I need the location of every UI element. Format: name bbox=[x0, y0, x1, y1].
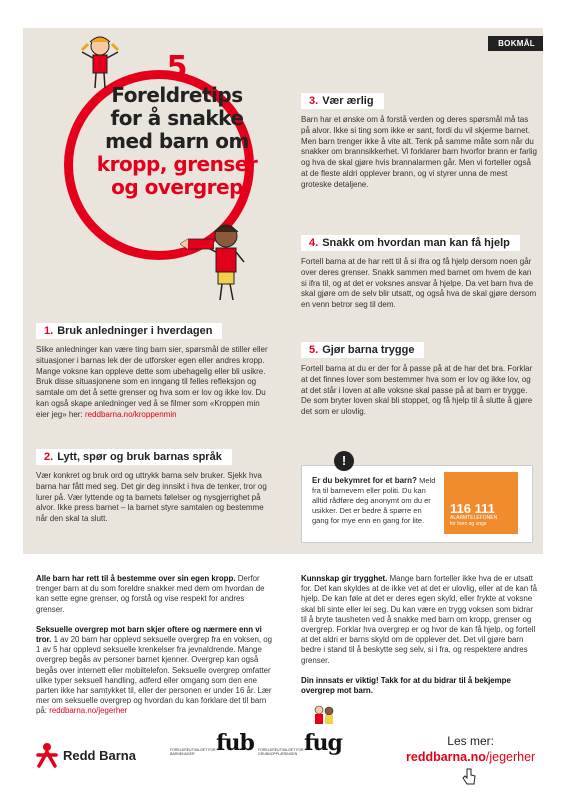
read-more-link[interactable]: reddbarna.no/jegerher bbox=[406, 750, 536, 764]
read-more-label: Les mer: bbox=[447, 734, 494, 748]
redd-barna-logo: Redd Barna bbox=[36, 742, 136, 768]
jegerher-link[interactable]: reddbarna.no/jegerher bbox=[49, 706, 128, 716]
hero-line-red: kropp, grenser bbox=[96, 152, 258, 176]
tip-section-2 bbox=[36, 447, 272, 525]
tip-section-3 bbox=[301, 91, 537, 191]
exclamation-icon: ! bbox=[334, 451, 354, 471]
paragraph: Alle barn har rett til å bestemme over sin egen kropp. Derfor trenger barn at du som foreldre snakker med dem om hvordan de kan sette egne grenser, og forstå og vise respekt for andres grenser. bbox=[36, 574, 265, 614]
tip-body: Fortell barna at de har rett til å si ifra og få hjelp dersom noen går over deres grenser. Snakk sammen med barnet om hvem de kan si ifra til, og at det er voksnes ansvar å hjelpe. Da vet barn hva de skal gjøre om de selv blir utsatt, og også hva de skal gjøre dersom en venn betror seg til dem. bbox=[301, 257, 537, 310]
hero-line-red: og overgrep bbox=[111, 175, 243, 199]
hand-cursor-icon bbox=[462, 768, 476, 786]
helpline-card bbox=[444, 472, 518, 534]
kids-illustration-icon bbox=[312, 704, 336, 728]
tip-title: 2. Lytt, spør og bruk barnas språk bbox=[36, 449, 232, 465]
info-title: Er du bekymret for et barn? Meld fra til barnevern eller politi. Du kan alltid rådføre deg anonymt om du er usikker. Det er bedre å spørre en gang for mye enn en gang for lite. bbox=[312, 476, 436, 525]
hero-line: for å snakke bbox=[110, 106, 244, 130]
paragraph: Seksuelle overgrep mot barn skjer oftere og nærmere enn vi tror. 1 av 20 barn har opplevd seksuelle overgrep fra en voksen, og 1 av 5 har opplevd seksuelle krenkelser fra jevnaldrende. Mange overgrep begås av personer barnet kjenner. Overgrep kan også begås over internett eller mobiltelefon. Seksuelle overgrep omfatter ulike typer seksuell handling, adferd eller omgang som den ene parten ikke har samtykket til, eller der personen er under 16 år. Lær mer om seksuelle overgrep og hvordan du kan forklare det til barn på: reddbarna.no/jegerher bbox=[36, 624, 273, 716]
helpline-number: 116 111 bbox=[450, 501, 495, 516]
hero-line: Foreldretips bbox=[111, 83, 243, 107]
hero-title bbox=[82, 52, 272, 199]
paragraph: Kunnskap gir trygghet. Mange barn forteller ikke hva de er utsatt for. Det kan skyldes at de ikke vet at det er ulovlig, eller at de kan få hjelp. De kan føle at det er deres egen skyld, eller frykte at voksne skal bli sinte eller lei seg. Du kan være en trygg voksen som bidrar til å bryte tausheten ved å snakke med barn om kropp, grenser og overgrep. Forklar hva overgrep er og hvor de kan få hjelp, og fortell at det aldri er barns skyld om de opplever det. Det vil gjøre barn bedre i stand til å beskytte seg selv, si i fra, og respektere andres grenser. bbox=[301, 574, 537, 665]
tip-body: Vær konkret og bruk ord og uttrykk barna selv bruker. Sjekk hva barna har fått med seg. Det gir deg innsikt i hva de tenker, tror og lurer på. Vær lyttende og ta barnets følelser og nysgjerrighet på alvor. Ikke press barnet – la barnet styre samtalen og bestemme når den skal ta slutt. bbox=[36, 471, 267, 524]
helpline-label: ALARMTELEFONEN bbox=[450, 515, 498, 521]
fub-logo: FORELDREUTVALGET FOR BARNEHAGER fub bbox=[170, 730, 254, 756]
pencil-icon bbox=[180, 238, 214, 250]
hero-line: med barn om bbox=[105, 129, 249, 153]
hero-number: 5 bbox=[166, 50, 188, 85]
tip-title: 3. Vær ærlig bbox=[301, 93, 384, 109]
tip-section-4 bbox=[301, 233, 537, 311]
boy-illustration-icon bbox=[200, 222, 248, 304]
bottom-right-column bbox=[301, 574, 537, 706]
tip-body: Slike anledninger kan være ting barn sier, spørsmål de stiller eller situasjoner i barnas lek der de utforsker egen eller andres kropp. Mange voksne kan oppleve dette som ubehagelig eller bli usikre. Bruk disse situasjonene som en inngang til felles refleksjon og samtale om det å sette grenser og hva som er lov og ikke lov. Du kan også skape anledninger ved å se filmer som «Kroppen min eier jeg» her: reddbarna.no/kroppenmin bbox=[36, 345, 268, 419]
fug-logo: FORELDREUTVALGET FOR GRUNNOPPLÆRINGEN fug bbox=[258, 730, 342, 756]
tip-section-5 bbox=[301, 340, 537, 418]
tip-section-1 bbox=[36, 321, 272, 421]
language-tag: BOKMÅL bbox=[488, 36, 543, 51]
tip-body: Barn har et ønske om å forstå verden og deres spørsmål må tas på alvor. Ikke si ting som ikke er sant, fordi du vil skjerme barnet. Men barn trenger ikke å vite alt. Tenk på samme måte som når du snakker om brannsikkerhet. Vi forklarer barn hvorfor brann er farlig og hva de skal gjøre hvis brannalarmen går. Men vi forteller også at de fleste aldri opplever brann, og vi styrer unna de mest groteske detaljene. bbox=[301, 115, 537, 189]
read-more bbox=[406, 734, 535, 766]
redd-barna-figure-icon bbox=[36, 742, 58, 768]
tip-body: Fortell barna at du er der for å passe på at de har det bra. Forklar at det finnes lover som bestemmer hva som er lov og ikke lov, og at det står i loven at alle voksne skal passe på at barn er trygge. De som bryter loven skal bli stoppet, og få hjelp til å slutte å gjøre det som er ulovlig. bbox=[301, 364, 533, 417]
tip-title: 4. Snakk om hvordan man kan få hjelp bbox=[301, 235, 520, 251]
tip-title: 1. Bruk anledninger i hverdagen bbox=[36, 323, 222, 339]
helpline-sub: for barn og unge bbox=[450, 521, 487, 527]
tip-title: 5. Gjør barna trygge bbox=[301, 342, 424, 358]
bottom-left-column bbox=[36, 574, 272, 727]
kroppenmin-link[interactable]: reddbarna.no/kroppenmin bbox=[84, 409, 177, 419]
paragraph: Din innsats er viktig! Takk for at du bidrar til å bekjempe overgrep mot barn. bbox=[301, 675, 511, 696]
